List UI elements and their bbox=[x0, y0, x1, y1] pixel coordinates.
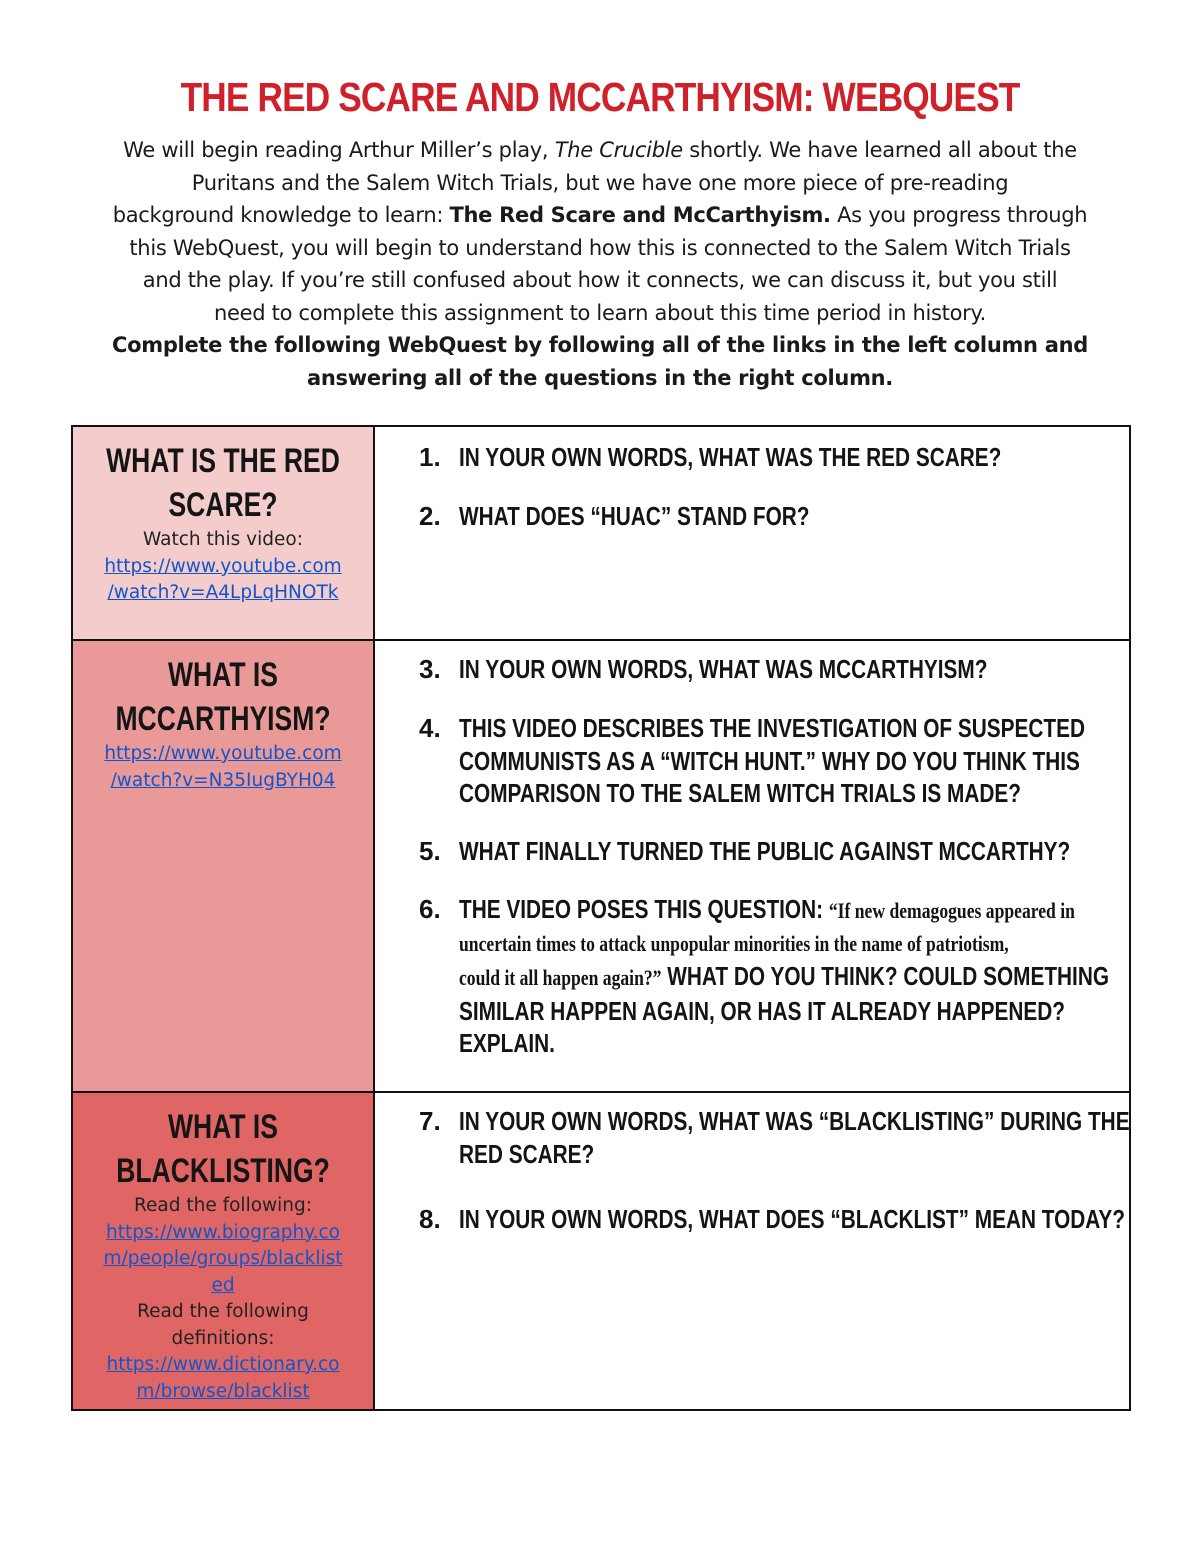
webquest-table bbox=[71, 425, 1131, 1411]
section-note: Read the following: bbox=[133, 1195, 312, 1216]
page-title: THE RED SCARE AND MCCARTHYISM: WEBQUEST bbox=[180, 74, 1020, 120]
instruction-line: answering all of the questions in the right column. bbox=[307, 365, 893, 390]
section-title: WHAT IS THE RED bbox=[106, 442, 340, 480]
intro-line: We will begin reading Arthur Miller’s play, The Crucible shortly. We have learned all about the bbox=[123, 138, 1077, 162]
section-cell-blacklisting bbox=[73, 1093, 375, 1409]
intro-paragraph bbox=[60, 134, 1140, 394]
questions-cell: 1. IN YOUR OWN WORDS, WHAT WAS THE RED SCARE? 2. WHAT DOES “HUAC” STAND FOR? bbox=[419, 442, 1002, 531]
section-title: BLACKLISTING? bbox=[116, 1152, 330, 1190]
article-link-biography[interactable]: https://www.biography.co m/people/groups/blacklist ed bbox=[103, 1221, 343, 1296]
play-title: The Crucible bbox=[554, 138, 683, 162]
intro-line: this WebQuest, you will begin to understand how this is connected to the Salem Witch Trials bbox=[129, 235, 1071, 260]
definition-link-dictionary[interactable]: https://www.dictionary.co m/browse/blacklist bbox=[106, 1354, 340, 1402]
table-row-mccarthyism bbox=[73, 641, 1129, 1093]
table-row-red-scare bbox=[73, 427, 1129, 641]
section-cell-mccarthyism bbox=[73, 641, 375, 1091]
intro-topic: The Red Scare and McCarthyism. bbox=[449, 203, 831, 227]
video-link-red-scare[interactable]: https://www.youtube.com /watch?v=A4LpLqHNOTk bbox=[104, 555, 342, 603]
intro-line: need to complete this assignment to learn about this time period in history. bbox=[213, 300, 986, 325]
section-title: SCARE? bbox=[168, 486, 278, 524]
section-title: MCCARTHYISM? bbox=[115, 700, 331, 738]
section-note: Watch this video: bbox=[143, 529, 303, 550]
quoted-question: “If new demagogues appeared in bbox=[828, 898, 1075, 923]
intro-line: background knowledge to learn: The Red Scare and McCarthyism. As you progress through bbox=[112, 203, 1088, 227]
video-link-mccarthyism[interactable]: https://www.youtube.com /watch?v=N35IugBYH04 bbox=[104, 743, 342, 791]
questions-cell: 3. IN YOUR OWN WORDS, WHAT WAS MCCARTHYISM? 4. THIS VIDEO DESCRIBES THE INVESTIGATION OF SUSPECTED COMMUNISTS AS A “WITCH HUNT.” WHY DO YOU THINK THIS COMPARISON TO THE SALEM WITCH TRIALS IS MADE? 5. WHAT FINALLY TURNED THE PUBLIC AGAINST MCCARTHY? 6. THE VIDEO POSES THIS QUESTION: “If new demagogues appeared in uncertain times to attack unpopular minorities in the name of patriotism, could it all happen again?” WHAT DO YOU THINK? COULD SOMETHING SIMILAR HAPPEN AGAIN, OR HAS IT ALREADY HAPPENED? EXPLAIN. bbox=[419, 654, 1110, 1058]
questions-cell: 7. IN YOUR OWN WORDS, WHAT WAS “BLACKLISTING” DURING THE RED SCARE? 8. IN YOUR OWN WORDS, WHAT DOES “BLACKLIST” MEAN TODAY? bbox=[419, 1106, 1130, 1234]
instruction-line: Complete the following WebQuest by following all of the links in the left column and bbox=[112, 333, 1088, 357]
section-title: WHAT IS bbox=[167, 1108, 278, 1146]
section-title: WHAT IS bbox=[167, 656, 278, 694]
intro-line: and the play. If you’re still confused about how it connects, we can discuss it, but you still bbox=[142, 268, 1058, 292]
section-note: Read the following definitions: bbox=[137, 1301, 309, 1349]
section-cell-red-scare bbox=[73, 427, 375, 639]
table-row-blacklisting bbox=[73, 1093, 1129, 1409]
intro-line: Puritans and the Salem Witch Trials, but we have one more piece of pre-reading bbox=[191, 170, 1009, 195]
